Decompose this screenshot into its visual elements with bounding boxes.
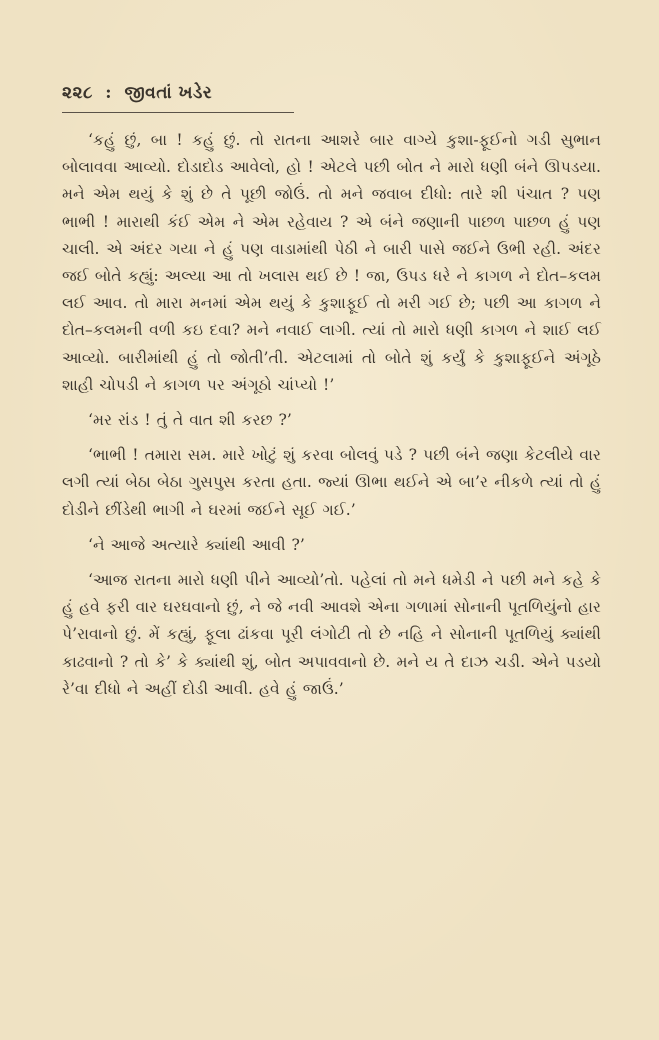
header-rule	[62, 112, 294, 113]
paragraph-5: ‘આજ રાતના મારો ધણી પીને આવ્યો’તો. પહેલાં તો મને ધમેડી ને પછી મને કહે કે હું હવે ફરી વાર ઘરઘવાનો છું, ને જે નવી આવશે એના ગળામાં સોનાની પૂતળિયુંનો હાર પે’રાવાનો છું. મેં કહ્યું, ફૂલા ઢાંકવા પૂરી લંગોટી તો છે નહિ ને સોનાની પૂતળિયું ક્યાંથી કાઢવાનો ? તો કે’ કે ક્યાંથી શું, બોત અપાવવાનો છે. મને ય તે દાઝ ચડી. એને પડયો રે’વા દીધો ને અહીં દોડી આવી. હવે હું જાઉં.’	[62, 571, 601, 698]
header-separator: :	[105, 83, 113, 103]
running-header	[62, 82, 601, 104]
paragraph-2: ‘મર રાંડ ! તું તે વાત શી કરછ ?’	[88, 411, 292, 430]
paragraph-3: ‘ભાભી ! તમારા સમ. મારે ખોટું શું કરવા બોલવું પડે ? પછી બંને જણા કેટલીયે વાર લગી ત્યાં બેઠા બેઠા ગુસપુસ કરતા હતા. જ્યાં ઊભા થઈને એ બા’ર નીકળે ત્યાં તો હું દોડીને છીંડેથી ભાગી ને ઘરમાં જઈને સૂઈ ગઈ.’	[62, 446, 601, 519]
book-title: જીવતાં ખડેર	[124, 83, 213, 103]
page-number: ૨૨૮	[62, 83, 93, 103]
paragraph-1: ‘કહું છું, બા ! કહું છું. તો રાતના આશરે બાર વાગ્યે કુશા-ફૂઈનો ગડી સુભાન બોલાવવા આવ્યો. દોડાદોડ આવેલો, હો ! એટલે પછી બોત ને મારો ધણી બંને ઊપડયા. મને એમ થયું કે શું છે તે પૂછી જોઉં. તો મને જવાબ દીધો: તારે શી પંચાત ? પણ ભાભી ! મારાથી કંઈ એમ ને એમ રહેવાય ? એ બંને જણાની પાછળ પાછળ હું પણ ચાલી. એ અંદર ગયા ને હું પણ વાડામાંથી પેઠી ને બારી પાસે જઈને ઉભી રહી. અંદર જઈ બોતે કહ્યું: અલ્યા આ તો ખલાસ થઈ છે ! જા, ઉપડ ધરે ને કાગળ ને દોત–કલમ લઈ આવ. તો મારા મનમાં એમ થયું કે કુશાફૂઈ તો મરી ગઈ છે; પછી આ કાગળ ને દોત–કલમની વળી કઇ દવા? મને નવાઈ લાગી. ત્યાં તો મારો ધણી કાગળ ને શાઈ લઈ આવ્યો. બારીમાંથી હું તો જોતી’તી. એટલામાં તો બોતે શું કર્યું કે કુશાફૂઈને અંગૂઠે શાહી ચોપડી ને કાગળ પર અંગૂઠો ચાંપ્યો !’	[62, 131, 601, 394]
paragraph-4: ‘ને આજે અત્યારે ક્યાંથી આવી ?’	[88, 535, 305, 554]
